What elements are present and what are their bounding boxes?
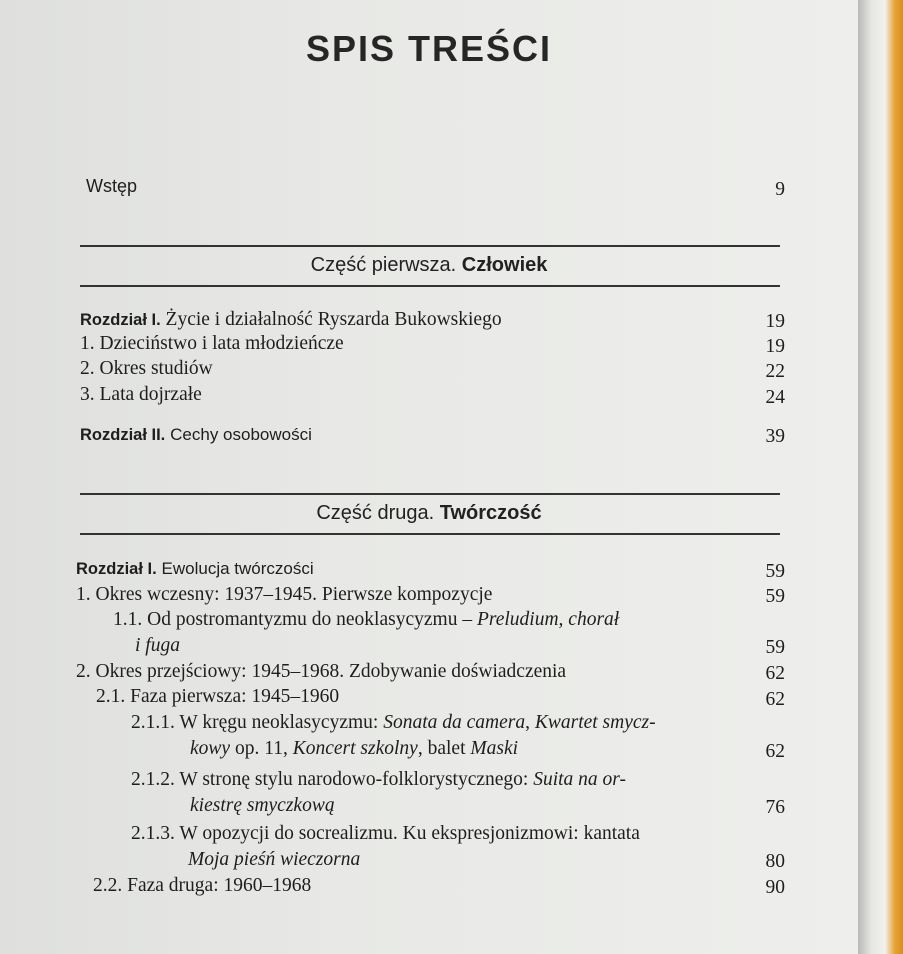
entry-text: 1.1. Od postromantyzmu do neoklasycyzmu – [113,609,477,630]
page-edge [858,0,903,954]
page-number: 19 [765,311,785,332]
divider [80,493,780,495]
toc-entry: 1. Okres wczesny: 1937–1945. Pierwsze kompozycje [76,584,493,605]
work-title: Kwartet smycz- [534,712,656,733]
divider [80,245,780,247]
chapter-title: Ewolucja twórczości [161,559,314,578]
chapter-label: Rozdział I. [80,311,161,329]
toc-entry-1-1-cont [135,635,180,657]
entry-text: , balet [417,738,471,759]
toc-entry: 2.1. Faza pierwsza: 1945–1960 [96,686,340,707]
toc-entry-2-1-1-cont [190,738,518,760]
part2-heading [0,502,858,525]
toc-entry: 2. Okres przejściowy: 1945–1968. Zdobywanie doświadczenia [76,661,567,682]
page-number: 62 [765,689,785,710]
page-number: 19 [765,336,785,357]
page-title: SPIS TREŚCI [305,28,553,69]
toc-entry-p1-ch2 [80,424,312,446]
toc-entry: 1. Dzieciństwo i lata młodzieńcze [80,333,344,354]
page-number: 62 [765,741,785,762]
work-title: Sonata da camera [383,712,526,733]
entry-text: , [525,712,535,733]
chapter-title: Życie i działalność Ryszarda Bukowskiego [165,309,502,330]
toc-entry-p1-ch1 [80,309,502,331]
part2-name: Twórczość [439,502,542,524]
work-title: i fuga [135,635,180,656]
toc-entry-2-1-2 [131,769,626,791]
chapter-title: Cechy osobowości [170,425,312,444]
page-number: 62 [765,663,785,684]
chapter-label: Rozdział II. [80,426,166,444]
toc-entry: 2. Okres studiów [80,358,213,379]
work-title: Moja pieśń wieczorna [188,849,361,870]
part1-name: Człowiek [461,254,548,276]
part1-heading [0,254,858,277]
toc-entry-p2-ch1 [76,558,314,580]
intro-page: 9 [775,179,785,200]
toc-entry-2-1-2-cont [190,795,335,817]
page-number: 80 [765,851,785,872]
entry-text: 2.1.3. W opozycji do socrealizmu. Ku ekspresjonizmowi: kantata [131,823,640,844]
divider [80,285,780,287]
part1-prefix: Część pierwsza. [310,254,457,276]
work-title: Maski [470,738,519,759]
work-title: Koncert szkolny [292,738,418,759]
toc-entry: 2.2. Faza druga: 1960–1968 [93,875,312,896]
page-number: 59 [765,586,785,607]
work-title: kowy [190,738,231,759]
entry-text: 2.1.1. W kręgu neoklasycyzmu: [131,712,384,733]
page-number: 76 [765,797,785,818]
entry-text: 2.1.2. W stronę stylu narodowo-folklorystycznego: [131,769,534,790]
toc-entry-2-1-1 [131,712,656,734]
work-title: Preludium, chorał [476,609,620,630]
entry-text: op. 11, [230,738,293,759]
page-number: 90 [765,877,785,898]
page-number: 24 [765,387,785,408]
toc-entry-2-1-3 [131,823,640,845]
divider [80,533,780,535]
work-title: Suita na or- [533,769,626,790]
page-number: 59 [765,561,785,582]
page-number: 22 [765,361,785,382]
part2-prefix: Część druga. [316,502,435,524]
toc-entry-1-1 [113,609,619,631]
work-title: kiestrę smyczkową [190,795,335,816]
toc-entry-2-1-3-cont [188,849,360,871]
chapter-label: Rozdział I. [76,560,157,578]
intro-label: Wstęp [86,176,138,196]
page-number: 39 [765,426,785,447]
page-number: 59 [765,637,785,658]
toc-entry: 3. Lata dojrzałe [80,384,202,405]
